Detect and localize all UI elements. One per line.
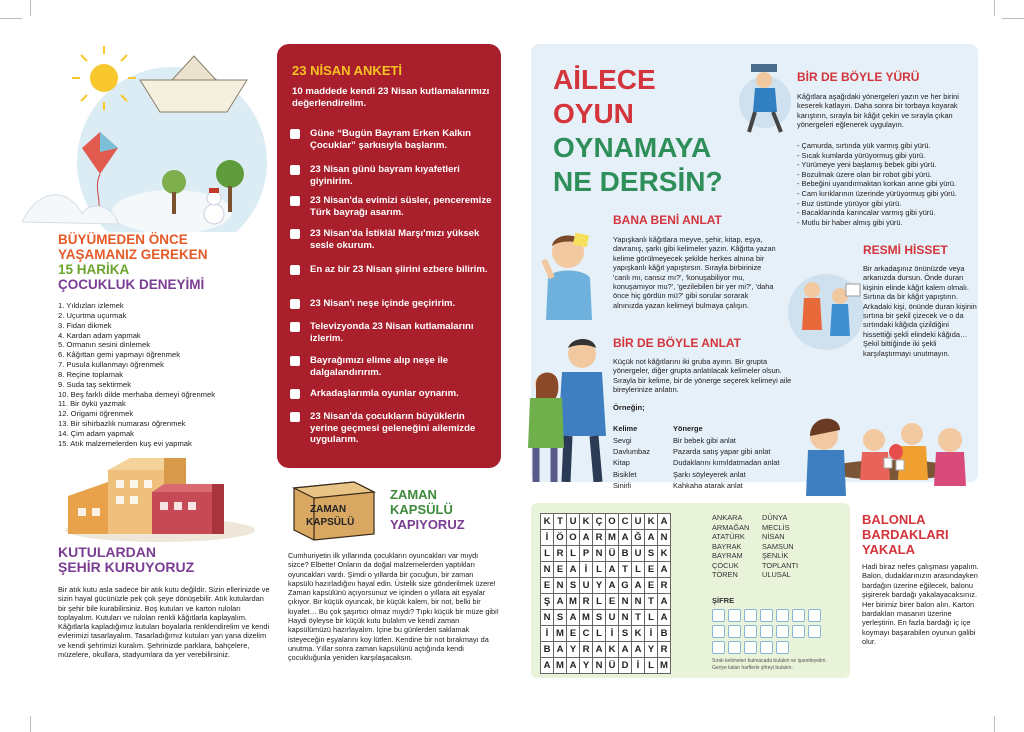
survey-title: 23 NİSAN ANKETİ [292,63,403,78]
grid-cell[interactable]: Ş [541,594,554,610]
survey-item: Bayrağımızı elime alıp neşe ile dalgalandırırım. [290,355,494,378]
box-label: ZAMAN [310,504,347,515]
grid-cell[interactable]: A [658,562,671,578]
family-illustration [524,336,616,482]
grid-cell[interactable]: A [554,642,567,658]
grid-cell[interactable]: L [632,562,645,578]
grid-cell[interactable]: M [567,594,580,610]
walk-game-heading: BİR DE BÖYLE YÜRÜ [797,70,920,84]
password-box[interactable] [728,609,741,622]
grid-cell[interactable]: S [593,610,606,626]
grid-cell[interactable]: İ [645,626,658,642]
paper-boat-icon [140,56,247,112]
grid-cell[interactable]: B [658,626,671,642]
survey-item: 23 Nisan'ı neşe içinde geçiririm. [290,298,494,310]
grid-cell[interactable]: N [658,530,671,546]
grid-cell[interactable]: N [554,578,567,594]
survey-subtitle: 10 maddede kendi 23 Nisan kutlamalarımızı değerlendirelim. [292,86,490,109]
grid-cell[interactable]: R [580,642,593,658]
list-item: 2. Uçurtma uçurmak [58,310,127,320]
survey-item: Arkadaşlarımla oyunlar oynarım. [290,388,494,400]
grid-cell[interactable]: E [567,626,580,642]
checkbox[interactable] [290,356,300,366]
survey-item: 23 Nisan'da İstiklâl Marşı'mızı yüksek sesle okurum. [290,228,494,251]
balloon-heading: BALONLA BARDAKLARI YAKALA [862,512,949,557]
table-row: Davlumbaz Pazarda satış yapar gibi anlat [613,446,771,456]
checkbox[interactable] [290,299,300,309]
grid-cell[interactable]: K [541,514,554,530]
grid-cell[interactable]: L [645,658,658,674]
grid-cell[interactable]: R [658,578,671,594]
survey-item: Televizyonda 23 Nisan kutlamalarını izlerim. [290,321,494,344]
survey-item: 23 Nisan günü bayram kıyafetleri giyinirim. [290,164,494,187]
bana-text: Yapışkanlı kâğıtlara meyve, şehir, kitap, eşya, davranış, şarkı gibi kelimeler yazın. Kâğıtta yazan kelime görülmeyecek şekilde herkes alnına bir yapışkanlı kâğıt yapıştırsın. Sırayla birbirinize 'canlı mı, cansız mı?', 'konuşabiliyor mu, konuşamıyor mu?', 'gezilebilen bir yer mi?', 'daha önce hiç gördün mü?' gibi sorular sorarak alnınızda yazan kelimeyi bulmaya çalışın. [613,235,776,310]
table-row: Sevgi Bir bebek gibi anlat [613,435,736,445]
list-item: 15. Atık malzemelerden kuş evi yapmak [58,438,192,448]
survey-item: 23 Nisan'da evimizi süsler, penceremize Türk bayrağı asarım. [290,195,494,218]
grid-cell[interactable]: A [645,530,658,546]
drawing-kids-illustration [786,268,864,352]
password-box[interactable] [760,609,773,622]
list-item: 4. Kardan adam yapmak [58,330,141,340]
grid-cell[interactable]: Ğ [632,530,645,546]
puzzle-word: SAMSUN [762,541,794,551]
grid-cell[interactable]: A [658,610,671,626]
puzzle-word: ULUSAL [762,570,791,579]
list-item: - Cam kırıklarının üzerinde yürüyormuş gibi yürü. [797,188,957,198]
list-item: 3. Fidan dikmek [58,320,112,330]
grid-cell[interactable]: A [593,642,606,658]
grid-cell[interactable]: İ [606,626,619,642]
puzzle-word: ARMAĞAN [712,522,750,532]
grid-row [541,578,671,594]
checkbox[interactable] [290,129,300,139]
grid-cell[interactable]: M [580,610,593,626]
grid-row [541,610,671,626]
grid-cell[interactable]: K [645,514,658,530]
bana-heading: BANA BENİ ANLAT [613,213,722,227]
grid-cell[interactable]: B [619,546,632,562]
password-box[interactable] [792,625,805,638]
grid-cell[interactable]: Y [645,642,658,658]
column-header: Kelime [613,424,638,434]
grid-cell[interactable]: L [593,562,606,578]
grid-cell[interactable]: D [619,658,632,674]
column-header: Yönerge [673,424,703,434]
list-item: 14. Çim adam yapmak [58,428,134,438]
grid-cell[interactable]: K [632,626,645,642]
grid-cell[interactable]: Y [593,578,606,594]
puzzle-word: ŞENLİK [762,551,789,560]
list-item: - Çamurda, sırtında yük varmış gibi yürü. [797,141,931,150]
grid-cell[interactable]: N [619,610,632,626]
grid-cell[interactable]: T [554,514,567,530]
grid-cell[interactable]: A [567,658,580,674]
puzzle-word: BAYRAK [712,541,742,551]
grid-cell[interactable]: A [632,578,645,594]
survey-item: Güne “Bugün Bayram Erken Kalkın Çocuklar” şarkısıyla başlarım. [290,128,494,151]
grid-cell[interactable]: N [619,594,632,610]
crop-mark [994,0,995,16]
grid-cell[interactable]: Y [567,642,580,658]
grid-cell[interactable]: B [541,642,554,658]
grid-cell[interactable]: L [567,546,580,562]
list-item: - Bozulmak üzere olan bir robot gibi yürü. [797,169,932,179]
grid-row [541,530,671,546]
checkbox[interactable] [290,165,300,175]
capsule-heading: ZAMAN KAPSÜLÜ YAPIYORUZ [390,487,465,532]
password-box[interactable] [744,641,757,654]
password-box[interactable] [760,625,773,638]
crop-mark [0,18,22,19]
puzzle-word: BAYRAM [712,551,743,560]
checkbox[interactable] [290,322,300,332]
grid-cell[interactable]: Ö [554,530,567,546]
list-item: 10. Beş farklı dilde merhaba demeyi öğrenmek [58,389,216,399]
grid-row [541,626,671,642]
puzzle-word: ANKARA [712,513,743,522]
password-box[interactable] [744,609,757,622]
grid-cell[interactable]: M [658,658,671,674]
table-row: Bisiklet Şarkı söyleyerek anlat [613,469,746,479]
grid-cell[interactable]: E [554,562,567,578]
example-table [613,423,793,491]
word-search-grid [540,513,671,674]
survey-item: 23 Nisan'da çocukların büyüklerin yerine geçmesi geleneğini ailemizde uygularım. [290,411,494,446]
password-box[interactable] [792,609,805,622]
grid-cell[interactable]: U [606,610,619,626]
grid-cell[interactable]: M [606,530,619,546]
resmi-heading: RESMİ HİSSET [863,243,948,257]
resmi-text: Bir arkadaşınız önünüzde veya arkanızda dursun. Önde duran kişinin elinde kâğıt kalem olmalı. Sırtına da bir kâğıt yapıştırın. Arkadaki kişi, önünde duran kişinin sırtına bir şekil çizecek ve o da sırtındaki kâğıda çizildiğini hissettiği şekli elindeki kâğıda… Şekil bittiğinde iki şekli karşılaştırmayı unutmayın. [863,264,977,358]
grid-cell[interactable]: A [658,594,671,610]
list-item: 1. Yıldızları izlemek [58,301,124,310]
grid-row [541,658,671,674]
grid-cell[interactable]: C [619,514,632,530]
walk-game-list [797,141,977,227]
grid-cell[interactable]: L [645,610,658,626]
list-item: 8. Reçine toplamak [58,369,124,379]
puzzle-word: TÖREN [712,570,738,579]
grid-cell[interactable]: T [632,610,645,626]
password-box[interactable] [760,641,773,654]
table-row: Sinirli Kahkaha atarak anlat [613,481,743,491]
puzzle-word: NİSAN [762,532,785,541]
grid-cell[interactable]: N [541,562,554,578]
anlat-heading: BİR DE BÖYLE ANLAT [613,336,741,350]
puzzle-word-list [762,513,798,580]
checkbox[interactable] [290,389,300,399]
grid-cell[interactable]: K [658,546,671,562]
grid-cell[interactable]: K [580,514,593,530]
capsule-box-illustration [288,468,380,544]
grid-cell[interactable]: A [554,594,567,610]
winter-scene-illustration [22,42,272,232]
grid-cell[interactable]: E [541,578,554,594]
grid-cell[interactable]: N [593,546,606,562]
list-item: 13. Bir sihirbazlık numarası öğrenmek [58,419,186,429]
password-box[interactable] [808,625,821,638]
grid-cell[interactable]: Y [580,658,593,674]
password-box[interactable] [712,641,725,654]
grid-row [541,514,671,530]
grid-cell[interactable]: N [593,658,606,674]
list-item: - Bacaklarında karıncalar varmış gibi yürü. [797,208,936,218]
list-item: 6. Kâğıttan gemi yapmayı öğrenmek [58,350,180,360]
list-item: - Sıcak kumlarda yürüyormuş gibi yürü. [797,150,926,160]
list-item: 7. Pusula kullanmayı öğrenmek [58,360,164,370]
grid-cell[interactable]: O [606,514,619,530]
experiences-list [58,301,258,449]
grid-cell[interactable]: Ü [606,546,619,562]
grid-cell[interactable]: İ [580,562,593,578]
grid-cell[interactable]: M [554,626,567,642]
grid-cell[interactable]: S [645,546,658,562]
grid-cell[interactable]: A [606,578,619,594]
page-title: AİLECE OYUN OYNAMAYA NE DERSİN? [553,64,723,197]
grid-cell[interactable]: E [645,562,658,578]
thinking-boy-illustration [538,228,604,320]
box-label: KAPSÜLÜ [306,517,355,528]
list-item: 11. Bir öykü yazmak [58,399,126,409]
crop-mark [994,716,995,732]
password-box[interactable] [808,609,821,622]
puzzle-word-list [712,513,749,580]
grid-cell[interactable]: N [632,594,645,610]
list-item: - Yürümeye yeni başlamış bebek gibi yürü. [797,160,937,170]
password-box[interactable] [744,625,757,638]
grid-cell[interactable]: A [541,658,554,674]
grid-cell[interactable]: N [541,610,554,626]
grid-cell[interactable]: R [658,642,671,658]
password-box[interactable] [776,641,789,654]
grid-cell[interactable]: O [567,530,580,546]
grid-cell[interactable]: A [632,642,645,658]
list-item: - Bebeğini uyandırmaktan korkan anne gibi yürü. [797,179,956,189]
grid-cell[interactable]: A [567,610,580,626]
grid-cell[interactable]: T [645,594,658,610]
grid-cell[interactable]: E [606,594,619,610]
grid-cell[interactable]: L [593,626,606,642]
grid-cell[interactable]: U [632,546,645,562]
grid-cell[interactable]: U [567,514,580,530]
grid-row [541,594,671,610]
box-city-text: Bir atık kutu asla sadece bir atık kutu değildir. Sizin ellerinizde ve sizin hayal gücünüzle pek çok şeye dönüşebilir. Atık kutulardan bir şehir bile kurabilirsiniz. Boş kutuları ve karton ruloları toplayalım. Kutuları ve ruloları renkli kâğıtlarla kaplayalım. Kâğıtlarla kapladığımız kutuları boyalarla renklendirelim ve kendi evlerimizi tasarlayalım. Tasarladığımız kutuları yan yana dizelim ve kendi şehrimizi kuralım. Şehrinizde parklara, bahçelere, müzelere, okullara, stadyumlara da yer verebilirsiniz. [58,585,270,660]
checkbox[interactable] [290,412,300,422]
crop-mark [1002,18,1024,19]
grid-cell[interactable]: İ [632,658,645,674]
grid-cell[interactable]: R [554,546,567,562]
puzzle-word: DÜNYA [762,513,788,522]
box-city-heading: KUTULARDAN ŞEHİR KURUYORUZ [58,544,195,575]
grid-cell[interactable]: C [580,626,593,642]
grid-cell[interactable]: Ü [606,658,619,674]
table-header-row [613,423,793,434]
grid-cell[interactable]: İ [541,530,554,546]
grid-cell[interactable]: P [580,546,593,562]
grid-cell[interactable]: R [580,594,593,610]
grid-cell[interactable]: R [593,530,606,546]
grid-cell[interactable]: A [580,530,593,546]
grid-cell[interactable]: Ç [593,514,606,530]
walk-game-text: Kâğıtlara aşağıdaki yönergeleri yazın ve her birini keserek katlayın. Daha sonra bir torbaya koyarak karıştırın, sırayla bir kâğıt çekin ve sırayla çıkan yönergeleri eğlenerek uygulayın. [797,92,959,130]
list-item: 12. Origami öğrenmek [58,409,134,419]
grid-cell[interactable]: L [541,546,554,562]
capsule-text: Cumhuriyetin ilk yıllarında çocukların oyuncakları var mıydı sizce? Elbette! Onların da doğal malzemelerden yaptıkları oyuncakları vardı. Şimdi o yıllarda bir çocuğun, bir zaman kapsülü hazırladığını hayal edin. Üstelik size gönderilmek üzere! Zaman kapsülünü açıyorsunuz ve içinden o yıllara ait eşyalar çıkıyor. Bir küçük oyuncak, bir küçük kalem, bir not, belki bir kıyafet… Bu çok şaşırtıcı olmaz mıydı? Tıpkı küçük bir müze gibi! Haydi öyleyse bir küçük kutu bulalım ve kendi zaman kapsülümüzü hazırlayalım. İçine bu günlerden saklamak isteyeceğin eşyalarını koy lütfen. Kendine bir not bırakmayı da unutma. Yıllar sonra zaman kapsülünü açtığında kendi çocukluğunla yeniden karşılaşacaksın. [288,551,499,663]
list-item: 9. Suda taş sektirmek [58,379,132,389]
walking-child-illustration [735,60,795,140]
grid-cell[interactable]: T [619,562,632,578]
crop-mark [30,716,31,732]
password-label: ŞİFRE [712,596,735,605]
checkbox[interactable] [290,229,300,239]
box-city-illustration [60,456,260,542]
grid-cell[interactable]: S [567,578,580,594]
list-item: 5. Ormanın sesini dinlemek [58,340,151,350]
grid-cell[interactable]: A [567,562,580,578]
grid-cell[interactable]: A [619,642,632,658]
checkbox[interactable] [290,196,300,206]
grid-cell[interactable]: U [580,578,593,594]
grid-cell[interactable]: S [554,610,567,626]
table-row: Kitap Dudaklarını kımıldatmadan anlat [613,458,780,468]
password-box[interactable] [776,625,789,638]
grid-cell[interactable]: E [645,578,658,594]
grid-row [541,642,671,658]
grid-cell[interactable]: L [593,594,606,610]
grid-cell[interactable]: İ [541,626,554,642]
grid-cell[interactable]: A [606,562,619,578]
puzzle-note: Sıralı kelimeleri bulmacada bulalım ve işaretleyelim. Geriye kalan harflerle şifreyi bulalım. [712,658,827,671]
checkbox[interactable] [290,265,300,275]
password-box[interactable] [776,609,789,622]
example-label: Örneğin; [613,403,645,412]
experiences-heading: BÜYÜMEDEN ÖNCE YAŞAMANIZ GEREKEN 15 HARİKA ÇOCUKLUK DENEYİMİ [58,232,208,292]
password-box[interactable] [728,641,741,654]
grid-row [541,562,671,578]
password-box[interactable] [728,625,741,638]
survey-item: En az bir 23 Nisan şiirini ezbere bilirim. [290,264,494,276]
grid-cell[interactable]: G [619,578,632,594]
password-box[interactable] [712,625,725,638]
anlat-text: Küçük not kâğıtlarını iki gruba ayırın. Bir grupta yönergeler, diğer grupta anlatılacak kelimeler olsun. Sırayla bir kelime, bir de yönerge seçerek kelimeyi aile bireylerinize anlatın. [613,357,792,395]
puzzle-word: MECLİS [762,522,790,532]
grid-cell[interactable]: A [619,530,632,546]
balloon-text: Hadi biraz nefes çalışması yapalım. Balon, dudaklarınızın arasındayken bardağın üzerine eğilecek, balonu şişirerek bardağı yakalayacaksınız. Her birimiz birer balon alın. Karton bardakları masanın üzerine yerleştirin. En fazla bardağı iç içe koymayı başarabilen oyunun galibi olur. [862,562,979,647]
puzzle-word: ATATÜRK [712,532,745,541]
puzzle-word: TOPLANTI [762,560,799,570]
grid-cell[interactable]: A [658,514,671,530]
grid-cell[interactable]: U [632,514,645,530]
crop-mark [30,0,31,16]
password-box[interactable] [712,609,725,622]
grid-row [541,546,671,562]
grid-cell[interactable]: K [606,642,619,658]
grid-cell[interactable]: S [619,626,632,642]
puzzle-word: ÇOCUK [712,560,739,570]
list-item: - Mutlu bir haber almış gibi yürü. [797,217,903,227]
balloon-game-illustration [800,400,976,500]
grid-cell[interactable]: M [554,658,567,674]
list-item: - Buz üstünde yürüyor gibi yürü. [797,198,902,208]
